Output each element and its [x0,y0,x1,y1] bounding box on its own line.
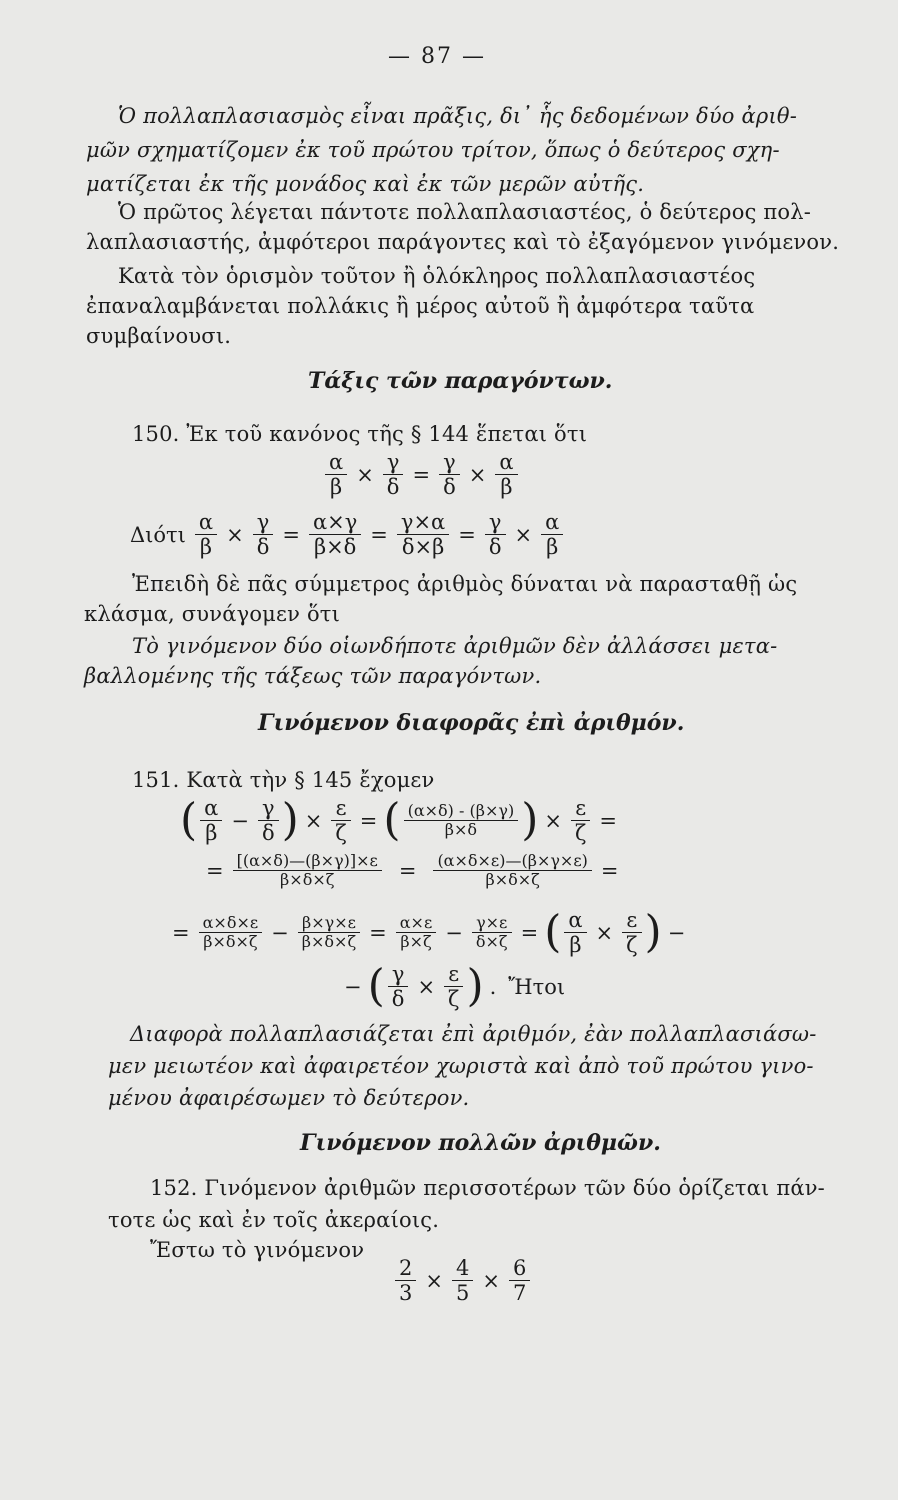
sec151-line-1: ( $\frac{\alpha}{\beta}$ − $\frac{\gamma}{\delta}$ ) × $\frac{\varepsilon}{\zeta}$ = ( $\frac{(\alpha\times\delta) - (\beta\times\gamma)}{\beta\times\delta}$ ) × $\frac{\varepsilon}{\zeta}$ = [180,794,617,846]
sec151-rule-line-1: Διαφορὰ πολλαπλασιάζεται ἐπὶ ἀριθμόν, ἐὰν πολλαπλασιάσω- [130,1022,817,1046]
fraction: $\frac{\gamma}{\delta}$ [388,962,409,1011]
sec151-rule-line-2: μεν μειωτέον καὶ ἀφαιρετέον χωριστὰ καὶ ἀπὸ τοῦ πρώτου γινο- [108,1054,814,1078]
fraction: $\frac{\alpha\times\gamma}{\beta\times\delta}$ [309,510,361,559]
fraction: $\frac{\gamma\times\alpha}{\delta\times\beta}$ [397,510,449,559]
fraction: $\frac{\varepsilon}{\zeta}$ [331,796,350,845]
fraction: $\frac{\gamma\times\varepsilon}{\delta\times\zeta}$ [472,914,512,952]
sec151-line-2: = $\frac{[(\alpha\times\delta)—(\beta\times\gamma)]\times\varepsilon}{\beta\times\delta\times\zeta}$ = $\frac{(\alpha\times\delta\times\varepsilon)—(\beta\times\gamma\times\varepsilon)}{\beta\times\delta\times\zeta}$ = [206,851,619,890]
fraction: $\frac{4}{5}$ [452,1256,473,1305]
heading-product-of-difference: Γινόμενον διαφορᾶς ἐπὶ ἀριθμόν. [258,710,685,736]
fraction: $\frac{\alpha}{\beta}$ [541,510,563,559]
fraction: $\frac{\gamma}{\delta}$ [439,450,460,499]
sec152-equation: $\frac{2}{3}$ × $\frac{4}{5}$ × $\frac{6}{7}$ [392,1256,533,1305]
fraction: $\frac{\gamma}{\delta}$ [253,510,274,559]
para1-line-1: Ὁ πολλαπλασιασμὸς εἶναι πρᾶξις, δι᾽ ἧς δεδομένων δύο ἀριθ- [118,104,798,128]
para1-line-3: ματίζεται ἐκ τῆς μονάδος καὶ ἐκ τῶν μερῶν αὐτῆς. [86,172,645,196]
fraction: $\frac{2}{3}$ [395,1256,416,1305]
fraction: $\frac{\varepsilon}{\zeta}$ [571,796,590,845]
heading-order-of-factors: Τάξις τῶν παραγόντων. [308,368,613,394]
sec150-rule-line-1: Τὸ γινόμενον δύο οἱωνδήποτε ἀριθμῶν δὲν ἀλλάσσει μετα- [132,634,778,658]
fraction: $\frac{(\alpha\times\delta) - (\beta\times\gamma)}{\beta\times\delta}$ [404,802,519,840]
fraction: $\frac{\varepsilon}{\zeta}$ [622,908,641,957]
fraction: $\frac{\alpha}{\beta}$ [495,450,517,499]
fraction: $\frac{\alpha\times\delta\times\varepsilon}{\beta\times\delta\times\zeta}$ [199,914,263,952]
fraction: $\frac{\alpha}{\beta}$ [200,796,222,845]
fraction: $\frac{\alpha}{\beta}$ [325,450,347,499]
fraction: $\frac{\gamma}{\delta}$ [485,510,506,559]
fraction: $\frac{\beta\times\gamma\times\varepsilon}{\beta\times\delta\times\zeta}$ [298,914,360,952]
para2-line-4: ἐπαναλαμβάνεται πολλάκις ἢ μέρος αὐτοῦ ἢ ἀμφότερα ταῦτα [86,294,755,318]
sec151-line-4: − ( $\frac{\gamma}{\delta}$ × $\frac{\varepsilon}{\zeta}$ ) . Ἤτοι [344,960,566,1012]
heading-product-of-many: Γινόμενον πολλῶν ἀριθμῶν. [300,1130,661,1156]
fraction: $\frac{(\alpha\times\delta\times\varepsilon)—(\beta\times\gamma\times\varepsilon)}{\beta\times\delta\times\zeta}$ [433,852,591,890]
fraction: $\frac{[(\alpha\times\delta)—(\beta\times\gamma)]\times\varepsilon}{\beta\times\delta\times\zeta}$ [233,852,382,890]
para1-line-2: μῶν σχηματίζομεν ἐκ τοῦ πρώτου τρίτον, ὅπως ὁ δεύτερος σχη- [86,138,780,162]
fraction: $\frac{\alpha}{\beta}$ [564,908,586,957]
fraction: $\frac{\alpha\times\varepsilon}{\beta\times\zeta}$ [396,914,437,952]
fraction: $\frac{\varepsilon}{\zeta}$ [444,962,463,1011]
para2-line-3: Κατὰ τὸν ὁρισμὸν τοῦτον ἢ ὁλόκληρος πολλαπλασιαστέος [118,264,756,288]
sec150-intro: 150. Ἐκ τοῦ κανόνος τῆς § 144 ἕπεται ὅτι [132,422,588,446]
fraction: $\frac{6}{7}$ [509,1256,530,1305]
fraction: $\frac{\gamma}{\delta}$ [258,796,279,845]
sec150-after-line-1: Ἐπειδὴ δὲ πᾶς σύμμετρος ἀριθμὸς δύναται νὰ παρασταθῇ ὡς [132,572,798,596]
para2-line-1: Ὁ πρῶτος λέγεται πάντοτε πολλαπλασιαστέος, ὁ δεύτερος πολ- [118,200,812,224]
sec152-intro-line-2: τοτε ὡς καὶ ἐν τοῖς ἀκεραίοις. [108,1208,440,1232]
sec150-after-line-2: κλάσμα, συνάγομεν ὅτι [84,602,341,626]
sec151-rule-line-3: μένου ἀφαιρέσωμεν τὸ δεύτερον. [108,1086,470,1110]
sec151-intro: 151. Κατὰ τὴν § 145 ἔχομεν [132,768,435,792]
sec150-equation-1: $\frac{\alpha}{\beta}$ × $\frac{\gamma}{\delta}$ = $\frac{\gamma}{\delta}$ × $\frac{\alpha}{\beta}$ [322,450,521,499]
para2-line-5: συμβαίνουσι. [86,324,232,348]
sec152-esto: Ἔστω τὸ γινόμενον [150,1238,365,1262]
sec150-equation-2: Διότι $\frac{\alpha}{\beta}$ × $\frac{\gamma}{\delta}$ = $\frac{\alpha\times\gamma}{\beta\times\delta}$ = $\frac{\gamma\times\alpha}{\delta\times\beta}$ = $\frac{\gamma}{\delta}$ × $\frac{\alpha}{\beta}$ [130,510,566,559]
page-number: — 87 — [388,44,486,69]
sec150-rule-line-2: βαλλομένης τῆς τάξεως τῶν παραγόντων. [84,664,542,688]
fraction: $\frac{\gamma}{\delta}$ [383,450,404,499]
sec152-intro-line-1: 152. Γινόμενον ἀριθμῶν περισσοτέρων τῶν δύο ὁρίζεται πάν- [150,1176,825,1200]
para2-line-2: λαπλασιαστής, ἀμφότεροι παράγοντες καὶ τὸ ἐξαγόμενον γινόμενον. [86,230,840,254]
fraction: $\frac{\alpha}{\beta}$ [195,510,217,559]
sec151-line-3: = $\frac{\alpha\times\delta\times\varepsilon}{\beta\times\delta\times\zeta}$ − $\frac{\beta\times\gamma\times\varepsilon}{\beta\times\delta\times\zeta}$ = $\frac{\alpha\times\varepsilon}{\beta\times\zeta}$ − $\frac{\gamma\times\varepsilon}{\delta\times\zeta}$ = ( $\frac{\alpha}{\beta}$ × $\frac{\varepsilon}{\zeta}$ ) − [172,906,686,958]
